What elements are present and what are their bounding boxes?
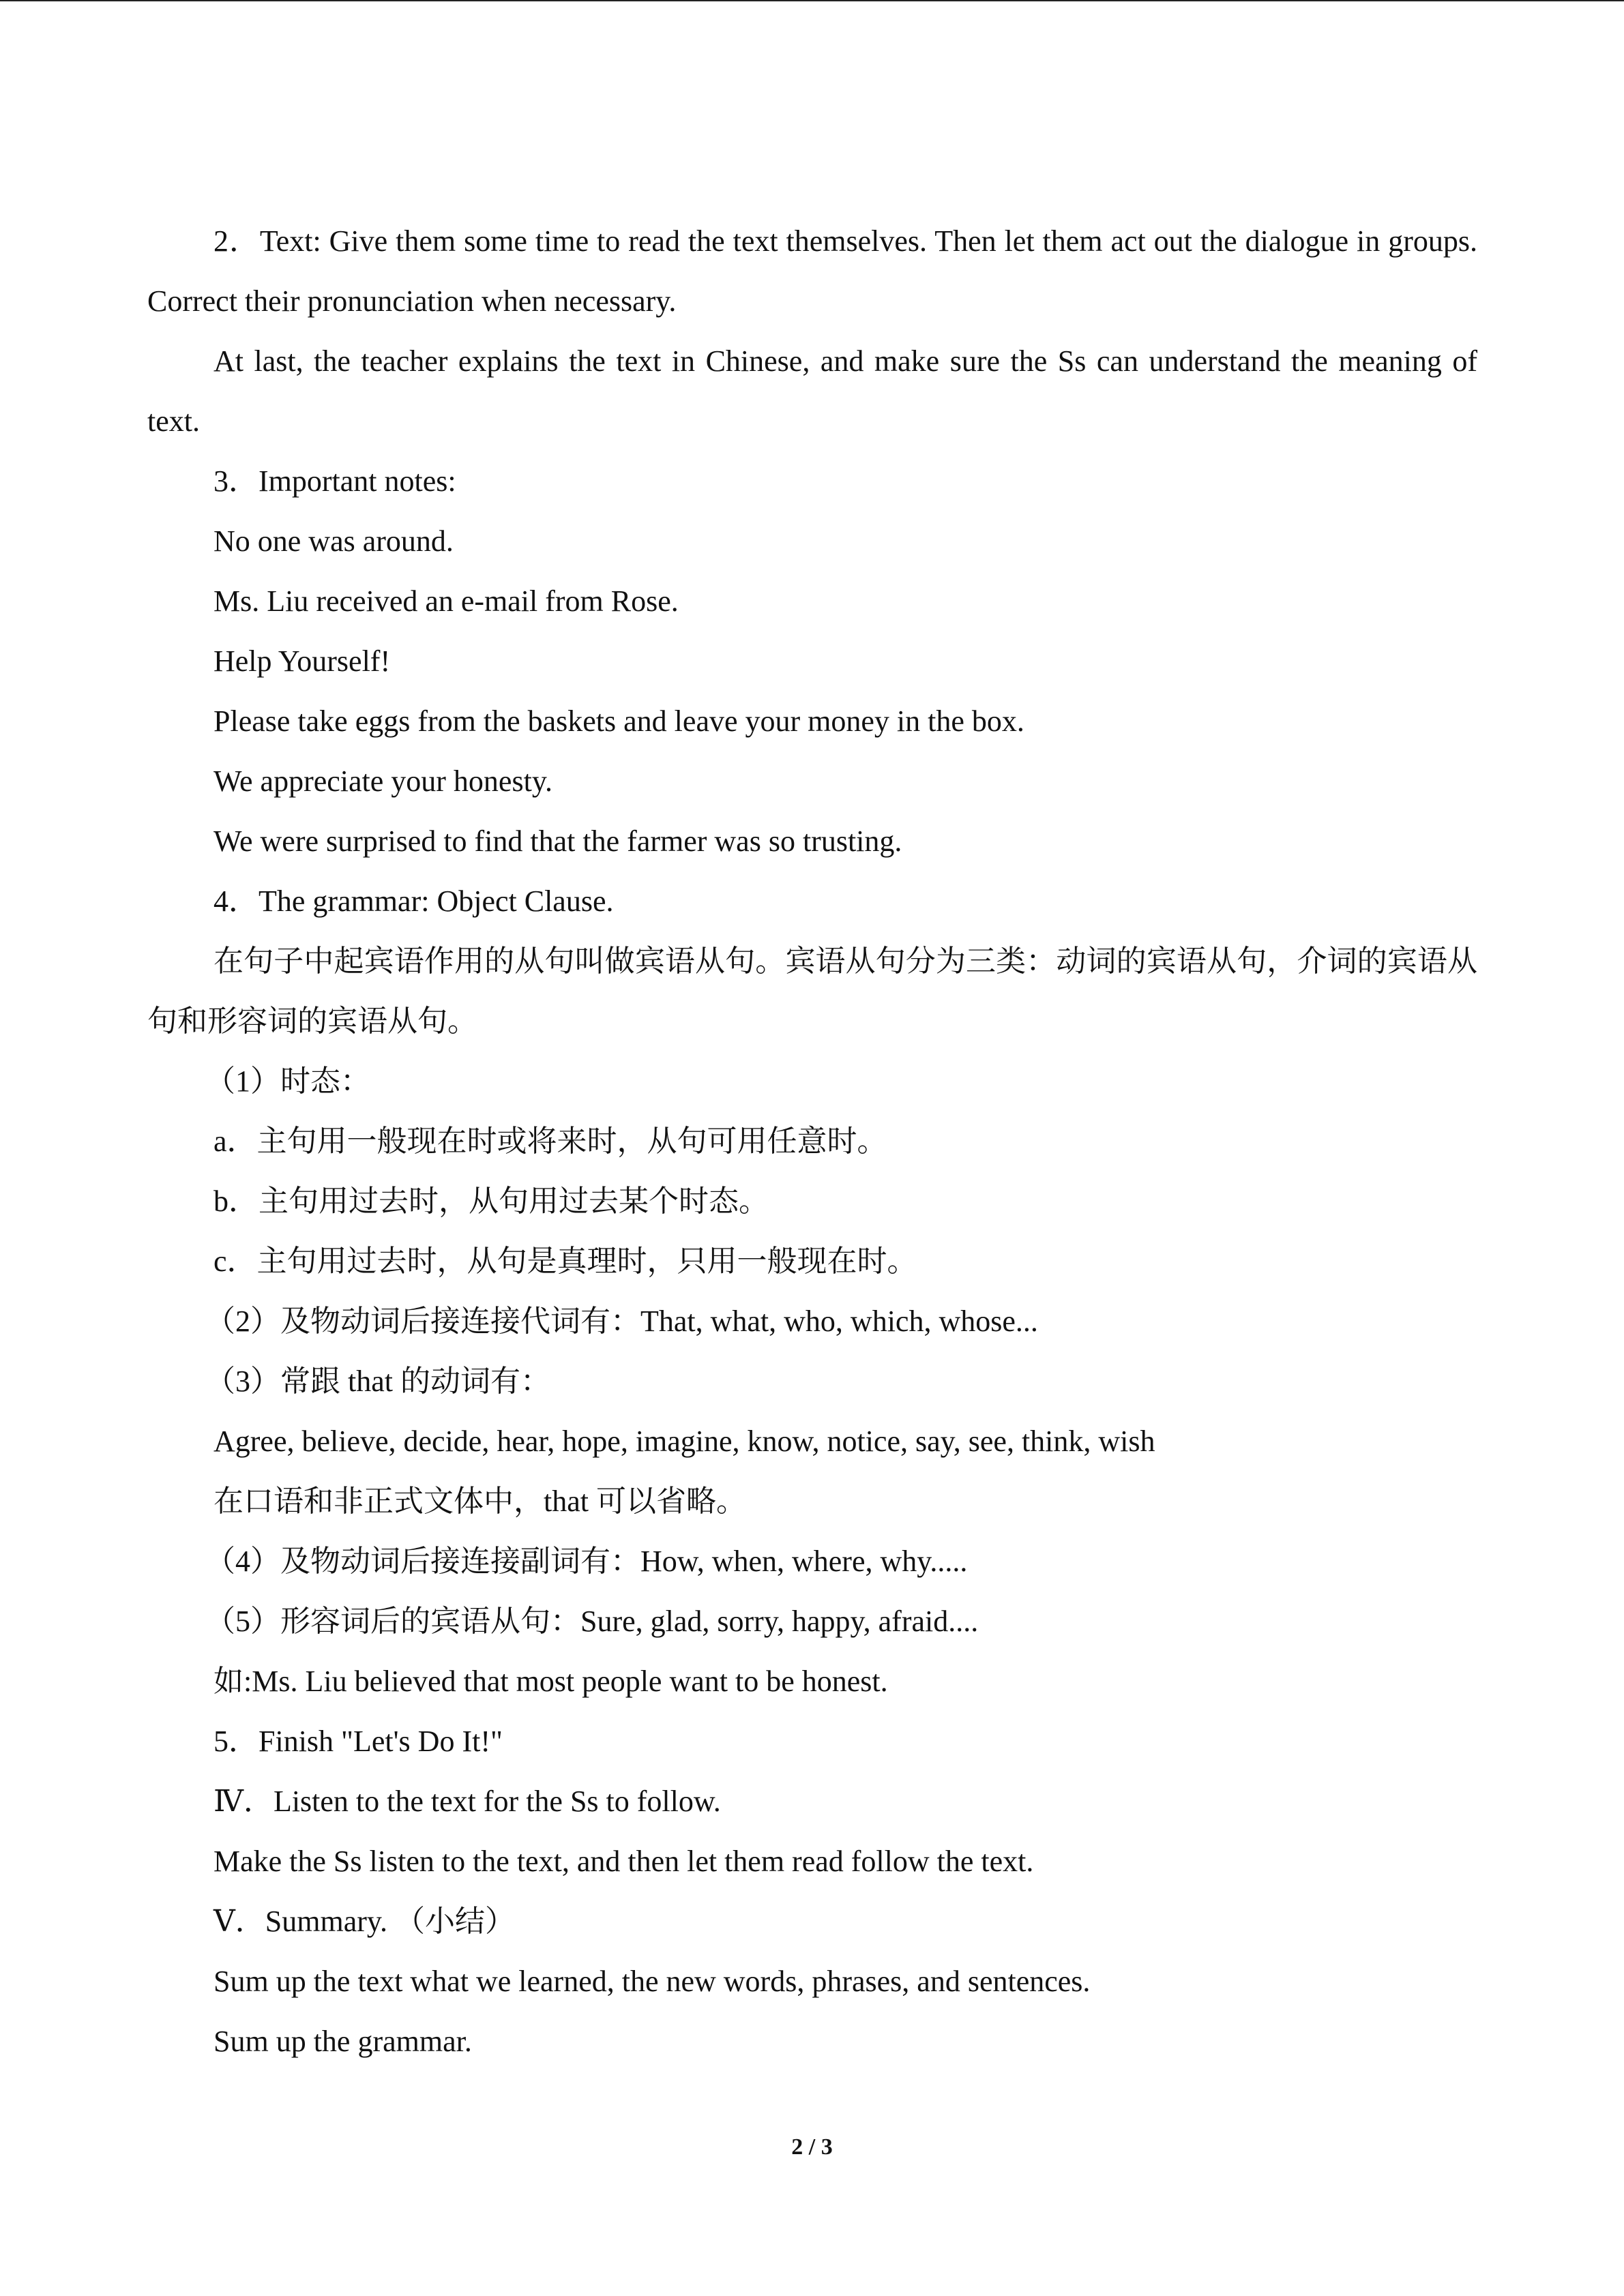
- summary-line: Sum up the grammar.: [213, 2025, 472, 2058]
- note-line: We were surprised to find that the farmer was so trusting.: [213, 824, 902, 858]
- note-line: Help Yourself!: [213, 644, 391, 678]
- rule-that-verbs: （3）常跟 that 的动词有：: [205, 1365, 550, 1398]
- tense-rule-c: c．主句用过去时，从句是真理时，只用一般现在时。: [213, 1244, 917, 1278]
- top-border: [0, 0, 1624, 1]
- step-finish-lets-do-it: 5．Finish "Let's Do It!": [213, 1725, 503, 1758]
- example-sentence: 如:Ms. Liu believed that most people want to be honest.: [213, 1665, 888, 1698]
- tense-heading: （1）时态：: [205, 1064, 370, 1098]
- section-iv-text: Make the Ss listen to the text, and then let them read follow the text.: [213, 1845, 1034, 1878]
- note-line: No one was around.: [213, 524, 454, 558]
- note-line: Please take eggs from the baskets and leave your money in the box.: [213, 704, 1024, 738]
- rule-conjunctive-pronouns: （2）及物动词后接连接代词有：That, what, who, which, whose...: [205, 1304, 1038, 1338]
- rule-conjunctive-adverbs: （4）及物动词后接连接副词有：How, when, where, why.....: [205, 1545, 968, 1578]
- heading-important-notes: 3．Important notes:: [213, 464, 456, 498]
- tense-rule-a: a．主句用一般现在时或将来时，从句可用任意时。: [213, 1124, 887, 1158]
- document-page: [147, 211, 1477, 2072]
- summary-line: Sum up the text what we learned, the new words, phrases, and sentences.: [213, 1965, 1091, 1998]
- note-line: Ms. Liu received an e-mail from Rose.: [213, 584, 679, 618]
- that-verbs-list: Agree, believe, decide, hear, hope, imagine, know, notice, say, see, think, wish: [213, 1425, 1155, 1458]
- section-v-heading: Ⅴ．Summary. （小结）: [213, 1905, 516, 1938]
- grammar-intro-paragraph: 在句子中起宾语作用的从句叫做宾语从句。宾语从句分为三类：动词的宾语从句，介词的宾语从句和形容词的宾语从句。: [147, 944, 1477, 1038]
- heading-grammar: 4．The grammar: Object Clause.: [213, 884, 614, 918]
- section-iv-heading: Ⅳ．Listen to the text for the Ss to follow.: [213, 1785, 721, 1818]
- paragraph-teacher-explains: At last, the teacher explains the text in Chinese, and make sure the Ss can understand the meaning of text.: [147, 344, 1477, 438]
- rule-adjective-clause: （5）形容词后的宾语从句：Sure, glad, sorry, happy, afraid....: [205, 1605, 979, 1638]
- that-omission-note: 在口语和非正式文体中，that 可以省略。: [213, 1485, 746, 1518]
- paragraph-text-activity: 2．Text: Give them some time to read the text themselves. Then let them act out the dialogue in groups. Correct their pronunciation when necessary.: [147, 224, 1477, 318]
- note-line: We appreciate your honesty.: [213, 764, 552, 798]
- page-number: 2 / 3: [791, 2134, 833, 2160]
- tense-rule-b: b．主句用过去时，从句用过去某个时态。: [213, 1184, 769, 1218]
